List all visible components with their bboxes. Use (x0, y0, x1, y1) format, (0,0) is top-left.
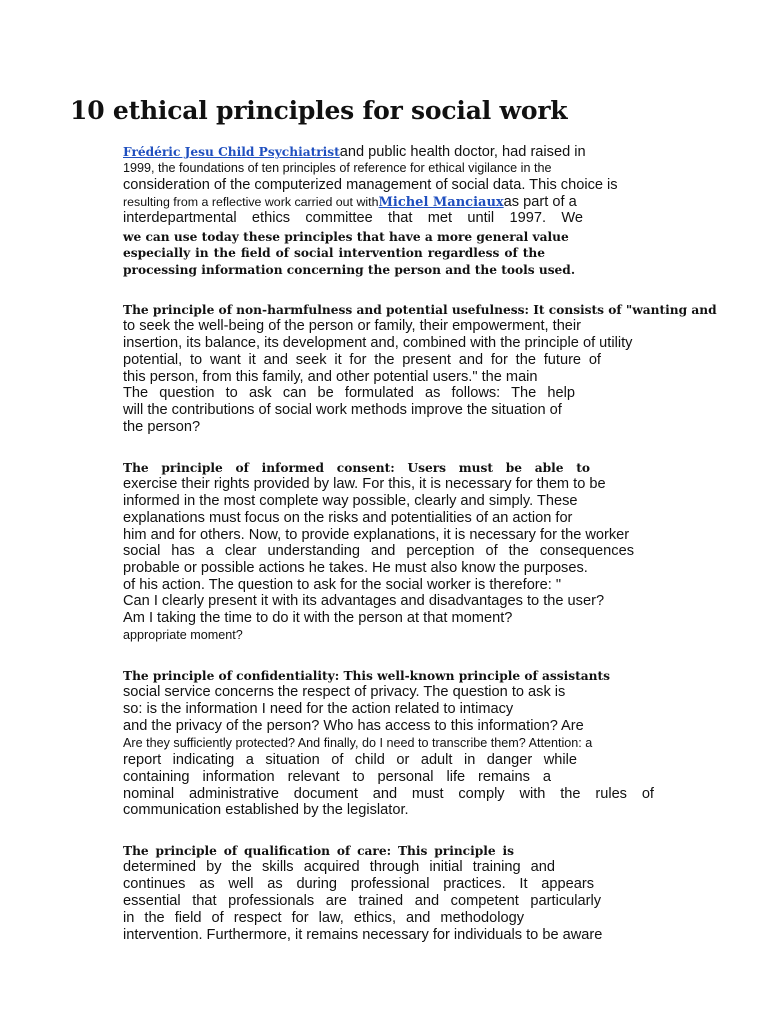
intro-line-1 (123, 144, 586, 161)
intro-line-5: interdepartmental ethics committee that met until 1997. We (123, 210, 583, 226)
intro-line-2: 1999, the foundations of ten principles of reference for ethical vigilance in the (123, 161, 552, 175)
intro-line-3: consideration of the computerized management of social data. This choice is (123, 177, 618, 193)
principle1-line-6: The question to ask can be formulated as follows: The help (123, 385, 575, 401)
principle3-line-3: so: is the information I need for the action related to intimacy (123, 701, 514, 717)
principle2-line-4: explanations must focus on the risks and potentialities of an action for (123, 510, 573, 526)
principle3-line-8: nominal administrative document and must comply with the rules of (123, 786, 654, 802)
principle2-line-5: him and for others. Now, to provide explanations, it is necessary for the worker (123, 527, 630, 543)
principle2-line-8: of his action. The question to ask for the social worker is therefore: " (123, 577, 562, 593)
intro-line-4-pre: resulting from a reflective work carried out with (123, 195, 379, 209)
principle3-line-2: social service concerns the respect of privacy. The question to ask is (123, 684, 566, 700)
author-link-jesu[interactable]: Frédéric Jesu Child Psychiatrist (123, 145, 340, 159)
author-link-manciaux[interactable]: Michel Manciaux (378, 195, 504, 210)
intro-line-1-text: and public health doctor, had raised in (339, 144, 586, 160)
principle4-line-6: intervention. Furthermore, it remains necessary for individuals to be aware (123, 927, 603, 943)
principle4-line-3: continues as well as during professional practices. It appears (123, 876, 594, 892)
principle2-line-3: informed in the most complete way possible, clearly and simply. These (123, 493, 578, 509)
intro-line-6: we can use today these principles that have a more general value (123, 230, 569, 244)
intro-line-7: especially in the field of social intervention regardless of the (123, 246, 545, 260)
intro-line-4 (123, 194, 577, 211)
principle4-line-5: in the field of respect for law, ethics, and methodology (123, 910, 524, 926)
document-title: 10 ethical principles for social work (70, 96, 568, 125)
principle2-line-7: probable or possible actions he takes. He must also know the purposes. (123, 560, 588, 576)
principle3-line-7: containing information relevant to personal life remains a (123, 769, 551, 785)
principle3-line-9: communication established by the legislator. (123, 802, 409, 818)
principle1-line-8: the person? (123, 419, 201, 435)
principle1-line-2: to seek the well-being of the person or family, their empowerment, their (123, 318, 582, 334)
principle4-heading-line: The principle of qualification of care: This principle is (123, 844, 514, 858)
principle2-line-10: Am I taking the time to do it with the person at that moment? (123, 610, 513, 626)
intro-line-4-post: as part of a (503, 194, 577, 210)
intro-line-8: processing information concerning the person and the tools used. (123, 263, 576, 277)
principle4-line-4: essential that professionals are trained and competent particularly (123, 893, 601, 909)
principle1-line-3: insertion, its balance, its development and, combined with the principle of utility (123, 335, 633, 351)
principle3-heading-line: The principle of confidentiality: This well-known principle of assistants (123, 669, 610, 683)
principle2-line-11: appropriate moment? (123, 628, 243, 642)
principle2-line-2: exercise their rights provided by law. For this, it is necessary for them to be (123, 476, 606, 492)
principle3-line-6: report indicating a situation of child or adult in danger while (123, 752, 577, 768)
principle1-line-5: this person, from this family, and other potential users." the main (123, 369, 538, 385)
principle1-line-7: will the contributions of social work methods improve the situation of (123, 402, 562, 418)
principle3-line-5: Are they sufficiently protected? And finally, do I need to transcribe them? Attention: a (123, 736, 593, 750)
principle2-line-9: Can I clearly present it with its advantages and disadvantages to the user? (123, 593, 605, 609)
principle3-line-4: and the privacy of the person? Who has access to this information? Are (123, 718, 584, 734)
principle2-line-6: social has a clear understanding and perception of the consequences (123, 543, 634, 559)
principle1-line-4: potential, to want it and seek it for the present and for the future of (123, 352, 601, 368)
principle2-heading-line: The principle of informed consent: Users must be able to (123, 461, 590, 475)
principle1-heading-line: The principle of non-harmfulness and potential usefulness: It consists of "wanting and (123, 303, 717, 317)
principle4-line-2: determined by the skills acquired through initial training and (123, 859, 555, 875)
